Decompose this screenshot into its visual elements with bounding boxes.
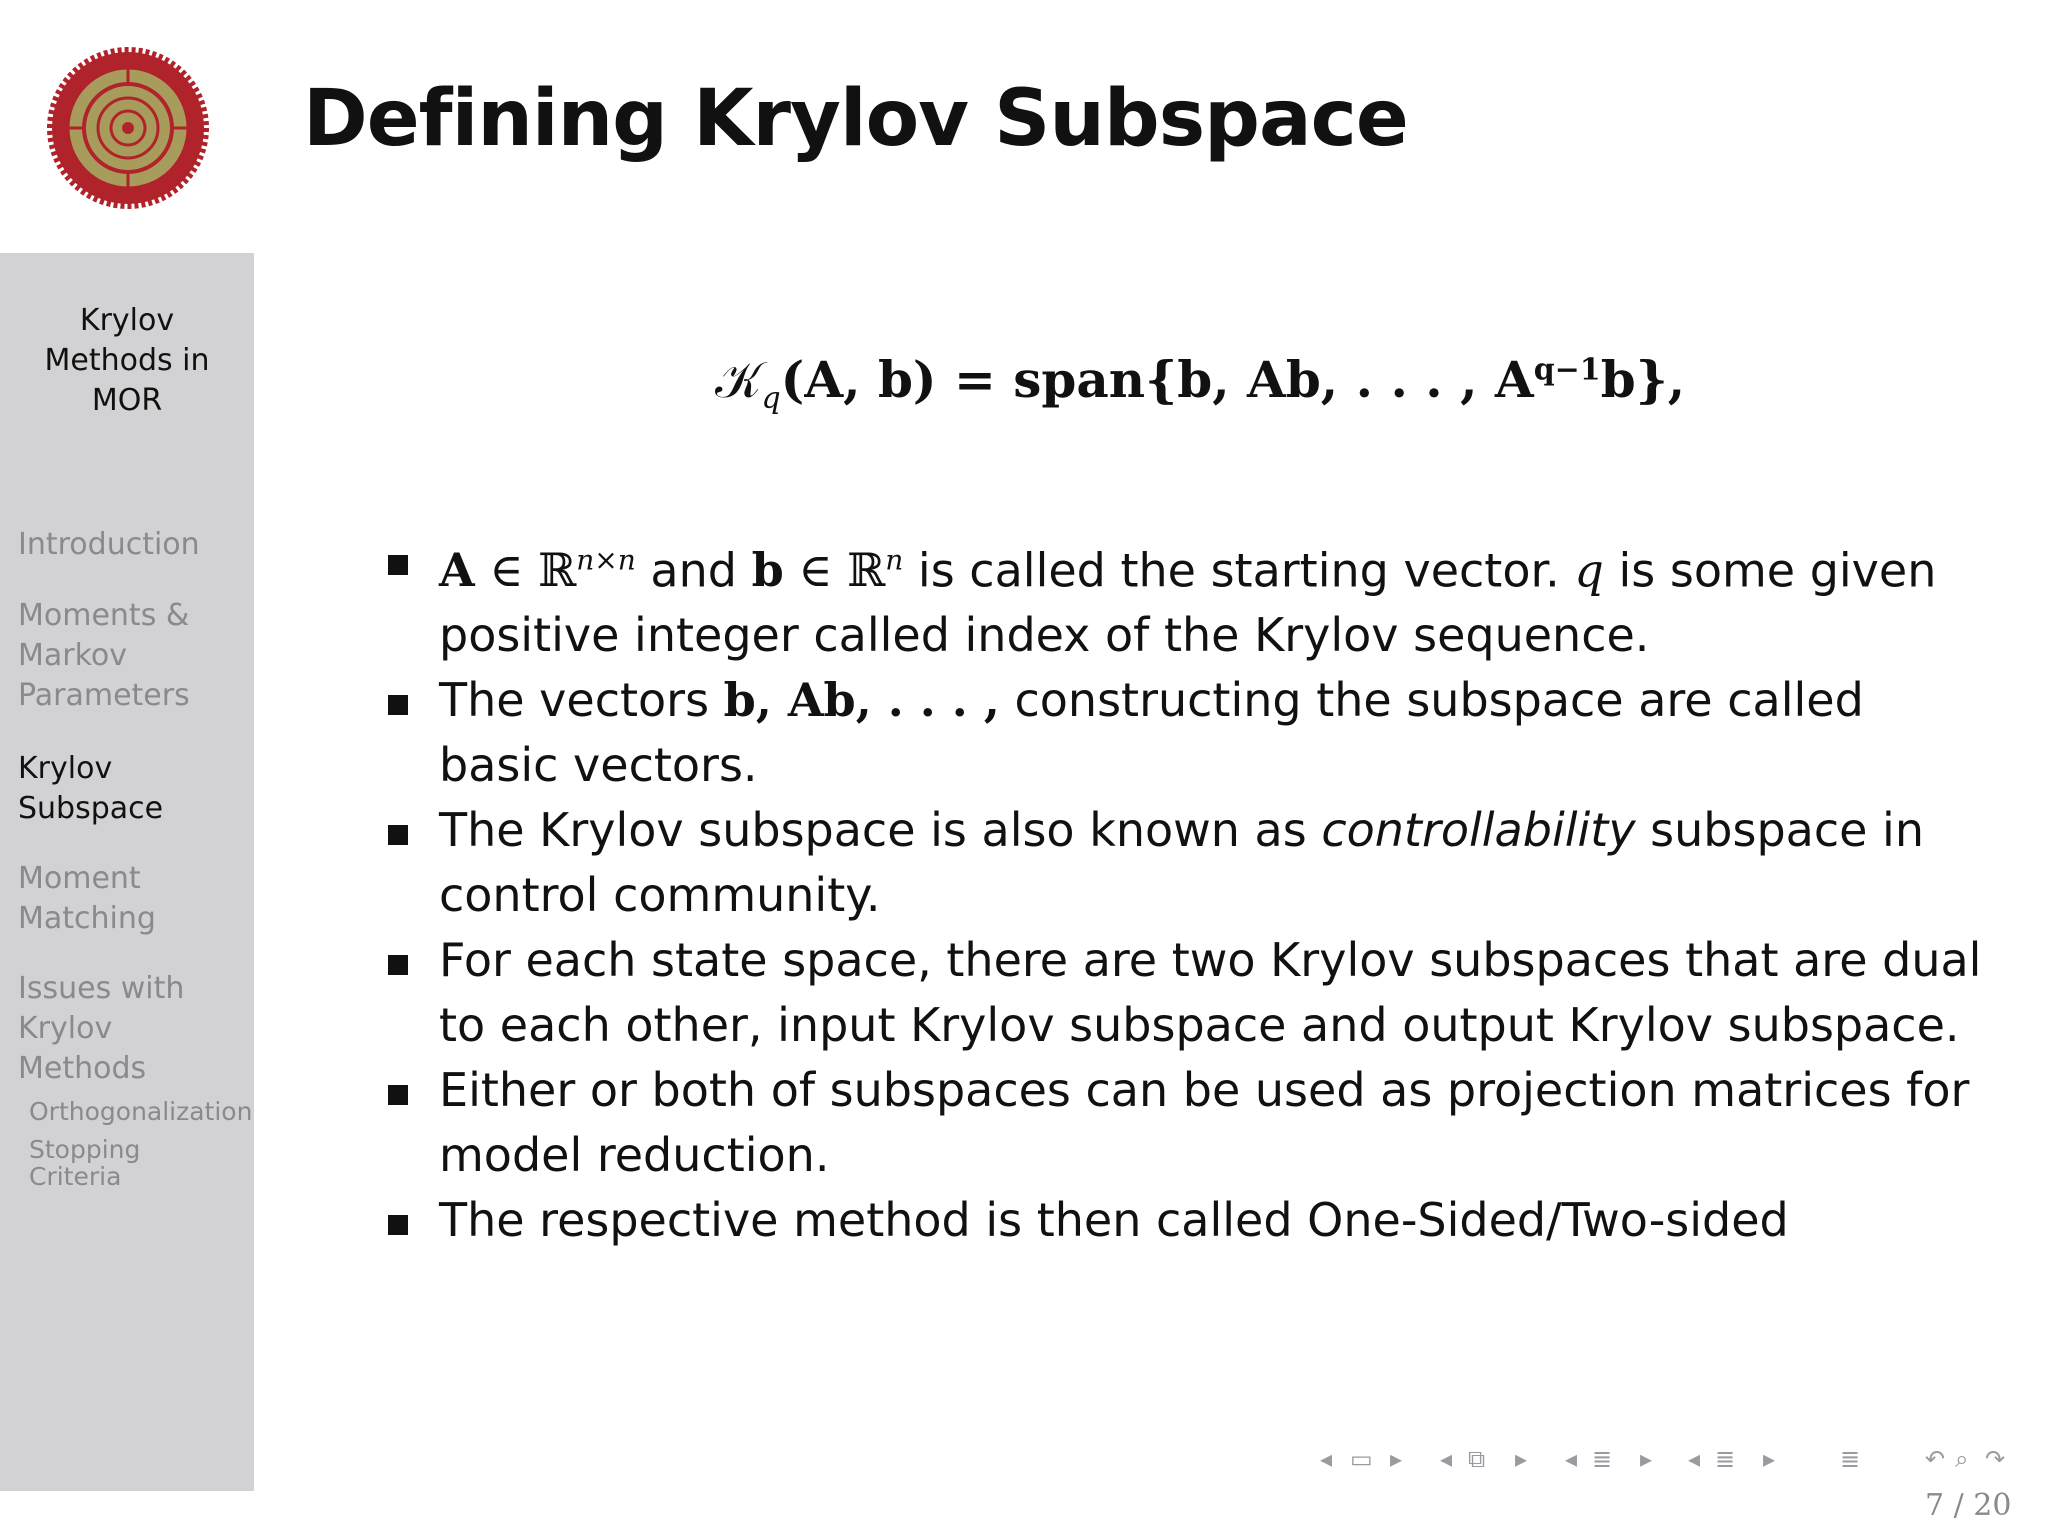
institute-logo bbox=[44, 44, 212, 212]
sidebar-item-moments-markov[interactable]: Moments & Markov Parameters bbox=[18, 598, 190, 713]
bullet-square-icon bbox=[388, 1215, 408, 1235]
nav-next-section-icon[interactable]: ▸ bbox=[1763, 1445, 1776, 1473]
page-number: 7 / 20 bbox=[1925, 1488, 2012, 1523]
bullet-item: The respective method is then called One-Sided/Two-sided bbox=[385, 1188, 1985, 1253]
sidebar-presentation-title[interactable]: Krylov Methods in MOR bbox=[44, 303, 210, 418]
bullet-item: For each state space, there are two Krylov subspaces that are dual to each other, input Krylov subspace and output Krylov subspace. bbox=[385, 928, 1985, 1058]
nav-slide-icon[interactable]: ▭ bbox=[1350, 1445, 1373, 1473]
nav-prev-section-icon[interactable]: ◂ bbox=[1688, 1445, 1701, 1473]
slide-title: Defining Krylov Subspace bbox=[303, 74, 1408, 164]
search-icon[interactable]: ⌕ bbox=[1955, 1445, 1969, 1473]
nav-prev-slide-icon[interactable]: ◂ bbox=[1320, 1445, 1333, 1473]
nav-doc-icon[interactable]: ≣ bbox=[1840, 1445, 1861, 1473]
undo-icon[interactable]: ↶ bbox=[1925, 1445, 1946, 1473]
sidebar-subitem-stopping-criteria[interactable]: Stopping Criteria bbox=[29, 1135, 141, 1191]
bullet-item: The Krylov subspace is also known as controllability subspace in control community. bbox=[385, 798, 1985, 928]
sidebar bbox=[0, 253, 254, 1491]
nav-subsection-icon[interactable]: ≣ bbox=[1592, 1445, 1613, 1473]
sidebar-item-issues-krylov[interactable]: Issues with Krylov Methods bbox=[18, 971, 185, 1086]
nav-prev-frame-icon[interactable]: ◂ bbox=[1440, 1445, 1453, 1473]
bullet-square-icon bbox=[388, 1085, 408, 1105]
bullet-item: A ∈ ℝ$^{n\times n}$ and b ∈ ℝ$^n$ is called the starting vector. q is some given positive integer called index of the Krylov sequence. bbox=[385, 528, 1985, 668]
bullet-item: Either or both of subspaces can be used as projection matrices for model reduction. bbox=[385, 1058, 1985, 1188]
krylov-definition-formula: 𝒦$_q$(A, b) = span{b, Ab, . . . , $A^{q-1}b$}, bbox=[715, 350, 1686, 416]
sidebar-subitem-orthogonalization[interactable]: Orthogonalization bbox=[29, 1097, 253, 1126]
bullet-square-icon bbox=[388, 695, 408, 715]
nav-section-icon[interactable]: ≣ bbox=[1715, 1445, 1736, 1473]
bullet-square-icon bbox=[388, 825, 408, 845]
sidebar-item-introduction[interactable]: Introduction bbox=[18, 527, 200, 562]
nav-frame-icon[interactable]: ⧉ bbox=[1468, 1445, 1486, 1473]
sidebar-item-krylov-subspace[interactable]: Krylov Subspace bbox=[18, 751, 164, 826]
sidebar-item-moment-matching[interactable]: Moment Matching bbox=[18, 861, 156, 936]
bullet-square-icon bbox=[388, 955, 408, 975]
redo-icon[interactable]: ↷ bbox=[1985, 1445, 2006, 1473]
nav-prev-subsection-icon[interactable]: ◂ bbox=[1565, 1445, 1578, 1473]
bullet-list bbox=[385, 528, 1985, 1253]
nav-next-slide-icon[interactable]: ▸ bbox=[1390, 1445, 1403, 1473]
nav-next-frame-icon[interactable]: ▸ bbox=[1515, 1445, 1528, 1473]
nav-next-subsection-icon[interactable]: ▸ bbox=[1640, 1445, 1653, 1473]
bullet-item: The vectors b, Ab, . . . , constructing the subspace are called basic vectors. bbox=[385, 668, 1985, 798]
bullet-square-icon bbox=[388, 555, 408, 575]
